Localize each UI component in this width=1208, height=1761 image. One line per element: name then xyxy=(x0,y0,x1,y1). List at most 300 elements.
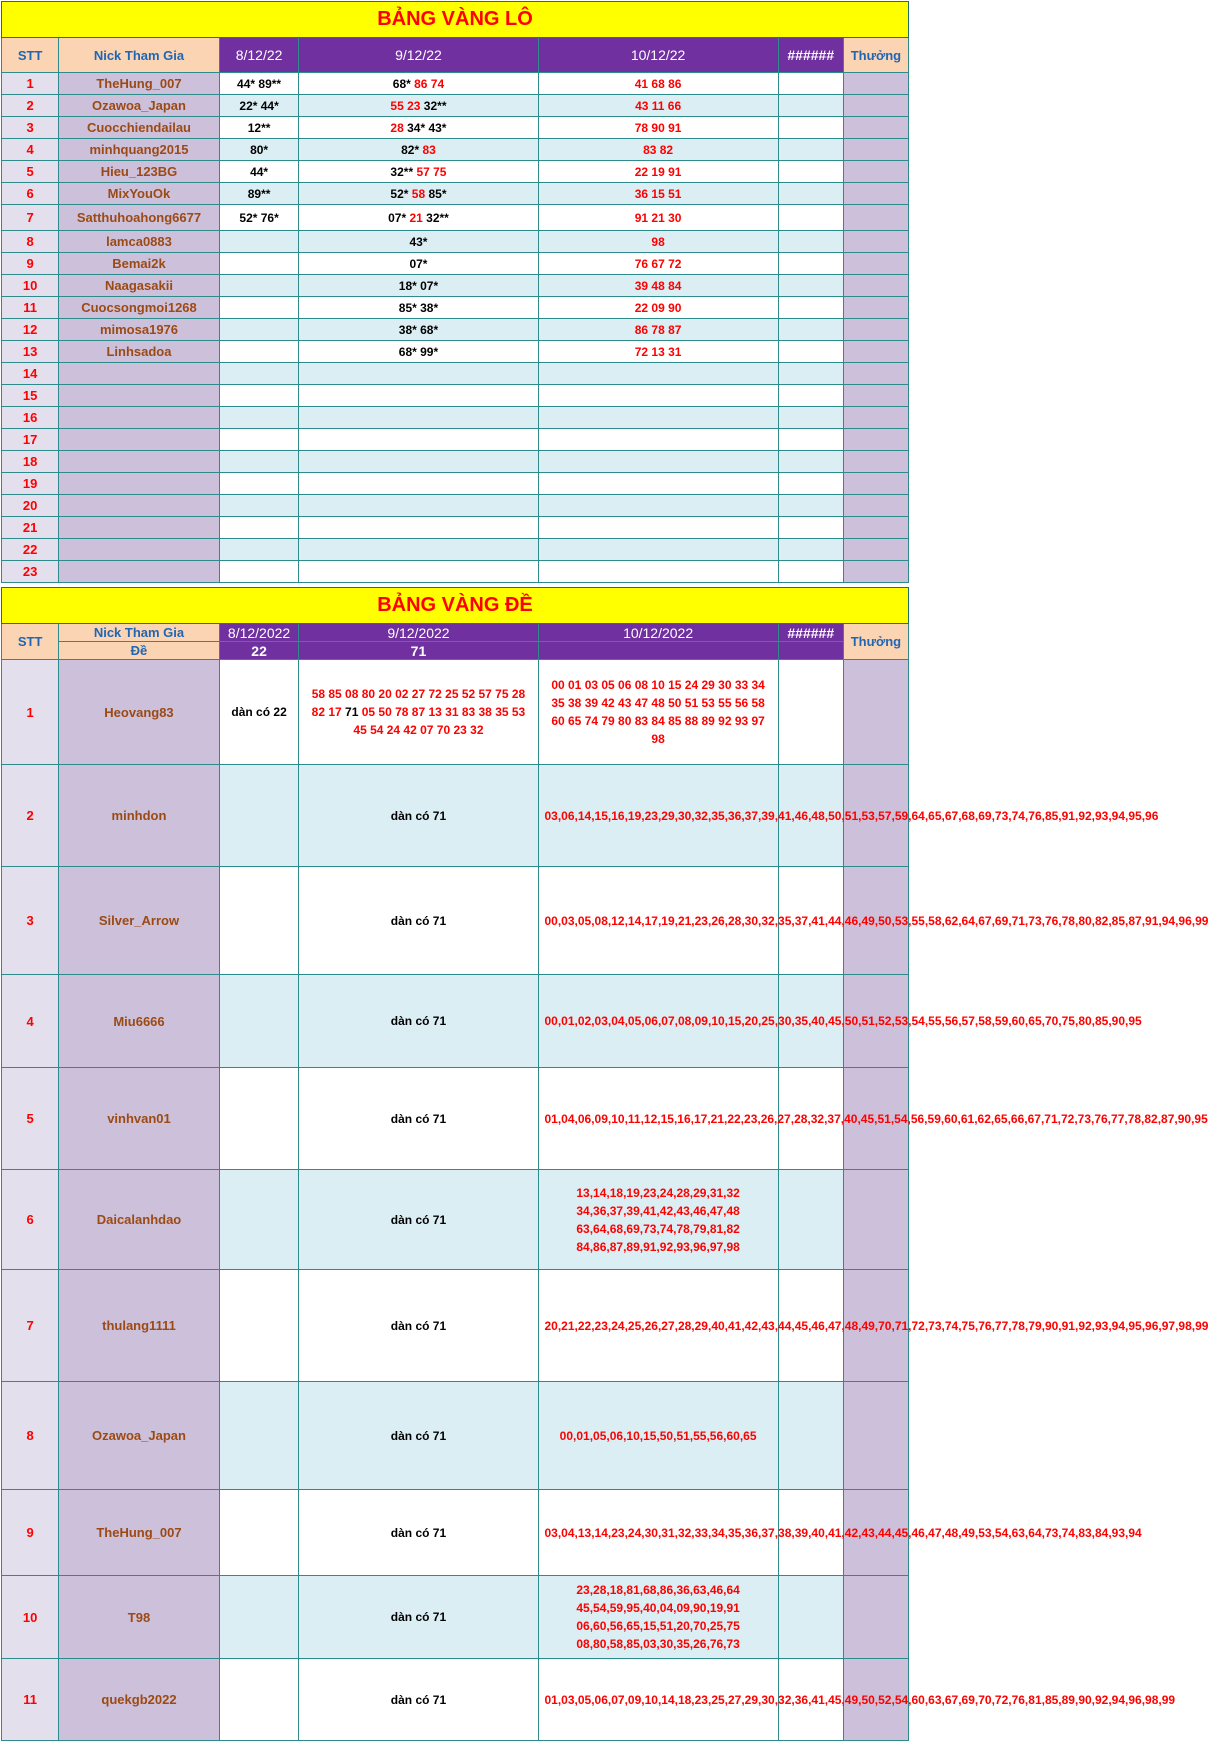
de-header-stt: STT xyxy=(2,624,59,660)
row-d3 xyxy=(538,1068,1208,1170)
row-d2 xyxy=(299,139,538,161)
cell-text: 43 11 66 xyxy=(635,98,682,113)
row-hash xyxy=(778,117,843,139)
row-thuong xyxy=(843,363,908,385)
row-hash xyxy=(778,231,843,253)
row-d1 xyxy=(219,1576,299,1659)
row-d2 xyxy=(299,561,538,583)
row-d1 xyxy=(219,765,299,867)
cell-text: 34* 43* xyxy=(407,120,447,135)
cell-text: 85* 38* xyxy=(398,300,439,315)
row-stt: 6 xyxy=(2,183,59,205)
row-d2 xyxy=(299,407,538,429)
row-d1 xyxy=(219,363,299,385)
row-nick: Cuocchiendailau xyxy=(59,117,220,139)
row-nick: Hieu_123BG xyxy=(59,161,220,183)
row-d3 xyxy=(538,161,778,183)
cell-text: 01,04,06,09,10,11,12,15,16,17,21,22,23,26,27,28,32,37,40,45,51,54,56,59,60,61,62,65,66,67,71,72,73,76,77,78,82,87,90,95 xyxy=(544,1111,1208,1126)
cell-text: 55 23 xyxy=(390,98,424,113)
row-d1 xyxy=(219,451,299,473)
row-stt: 4 xyxy=(2,975,59,1068)
row-d1 xyxy=(219,517,299,539)
table-row xyxy=(2,660,909,765)
row-nick: thulang1111 xyxy=(59,1270,220,1382)
row-stt: 5 xyxy=(2,161,59,183)
row-nick: MixYouOk xyxy=(59,183,220,205)
row-d2 xyxy=(299,495,538,517)
row-hash xyxy=(778,429,843,451)
cell-text: 58 xyxy=(411,186,429,201)
row-thuong xyxy=(843,561,908,583)
row-d1 xyxy=(219,253,299,275)
row-d1 xyxy=(219,1068,299,1170)
row-thuong xyxy=(843,139,908,161)
row-d3 xyxy=(538,95,778,117)
row-stt: 8 xyxy=(2,1382,59,1490)
row-d3 xyxy=(538,867,1208,975)
cell-text: 38* 68* xyxy=(398,322,439,337)
row-stt: 1 xyxy=(2,660,59,765)
row-d2 xyxy=(299,1170,538,1270)
row-hash xyxy=(778,1576,843,1659)
de-result-3 xyxy=(538,642,778,660)
table-row xyxy=(2,1270,909,1382)
row-d1 xyxy=(219,205,299,231)
row-thuong xyxy=(843,539,908,561)
row-stt: 10 xyxy=(2,275,59,297)
row-hash xyxy=(778,1170,843,1270)
row-d1 xyxy=(219,183,299,205)
row-nick: lamca0883 xyxy=(59,231,220,253)
row-d2 xyxy=(299,275,538,297)
table-row xyxy=(2,319,909,341)
cell-text: 07* xyxy=(409,256,428,271)
de-result-1: 22 xyxy=(219,642,299,660)
row-stt: 17 xyxy=(2,429,59,451)
row-hash xyxy=(778,139,843,161)
row-thuong xyxy=(843,275,908,297)
row-thuong xyxy=(843,429,908,451)
row-hash xyxy=(778,407,843,429)
row-d2 xyxy=(299,363,538,385)
row-d3 xyxy=(538,1490,1142,1576)
row-thuong xyxy=(843,231,908,253)
row-d1 xyxy=(219,297,299,319)
table-row xyxy=(2,867,909,975)
de-table xyxy=(1,587,1208,1741)
row-d3 xyxy=(538,1576,778,1659)
table-row xyxy=(2,1490,909,1576)
cell-text: 21 xyxy=(409,210,427,225)
table-row xyxy=(2,495,909,517)
row-nick: quekgb2022 xyxy=(59,1659,220,1741)
cell-text: 68* xyxy=(392,76,415,91)
table-row xyxy=(2,117,909,139)
table-row xyxy=(2,231,909,253)
cell-text: 03,06,14,15,16,19,23,29,30,32,35,36,37,39,41,46,48,50,51,53,57,59,64,65,67,68,69,73,74,76,85,91,92,93,94,95,96 xyxy=(544,808,1159,823)
de-result-hash xyxy=(778,642,843,660)
row-d1 xyxy=(219,1659,299,1741)
cell-text: 28 xyxy=(390,120,408,135)
row-d1 xyxy=(219,385,299,407)
row-d2 xyxy=(299,1270,538,1382)
cell-text: dàn có 71 xyxy=(390,1014,447,1028)
row-d2 xyxy=(299,451,538,473)
lo-header-date-2: 9/12/22 xyxy=(299,38,538,73)
cell-text: 44* xyxy=(250,164,269,179)
cell-text: 05 50 78 87 13 31 83 38 35 53 45 54 24 42 07 70 23 32 xyxy=(353,705,526,737)
row-stt: 18 xyxy=(2,451,59,473)
table-row xyxy=(2,517,909,539)
cell-text: dàn có 71 xyxy=(390,1111,447,1126)
table-row xyxy=(2,363,909,385)
table-row xyxy=(2,473,909,495)
row-d2 xyxy=(299,183,538,205)
row-thuong xyxy=(843,253,908,275)
row-stt: 4 xyxy=(2,139,59,161)
row-hash xyxy=(778,161,843,183)
cell-text: 22 19 91 xyxy=(634,164,682,179)
spreadsheet xyxy=(1,1,1208,1741)
row-nick: Ozawoa_Japan xyxy=(59,95,220,117)
row-d3 xyxy=(538,660,778,765)
table-row xyxy=(2,1170,909,1270)
row-d3 xyxy=(538,975,1142,1068)
cell-text: 98 xyxy=(651,234,665,249)
row-d1 xyxy=(219,660,299,765)
row-d2 xyxy=(299,539,538,561)
row-nick xyxy=(59,473,220,495)
row-stt: 14 xyxy=(2,363,59,385)
row-hash xyxy=(778,451,843,473)
row-hash xyxy=(778,73,843,95)
row-d1 xyxy=(219,561,299,583)
row-hash xyxy=(778,363,843,385)
row-d3 xyxy=(538,341,778,363)
table-row xyxy=(2,183,909,205)
cell-text: 32** xyxy=(423,98,447,113)
row-nick xyxy=(59,363,220,385)
row-d1 xyxy=(219,319,299,341)
row-stt: 19 xyxy=(2,473,59,495)
cell-text: 86 74 xyxy=(414,76,445,91)
row-d2 xyxy=(299,765,538,867)
cell-text: dàn có 71 xyxy=(390,1212,447,1227)
row-nick: Silver_Arrow xyxy=(59,867,220,975)
table-row xyxy=(2,429,909,451)
row-stt: 9 xyxy=(2,1490,59,1576)
row-d3 xyxy=(538,473,778,495)
table-row xyxy=(2,385,909,407)
row-d2 xyxy=(299,975,538,1068)
row-stt: 9 xyxy=(2,253,59,275)
row-d2 xyxy=(299,117,538,139)
table-row xyxy=(2,1382,909,1490)
row-d1 xyxy=(219,867,299,975)
row-nick: Heovang83 xyxy=(59,660,220,765)
row-stt: 12 xyxy=(2,319,59,341)
row-d1 xyxy=(219,1490,299,1576)
de-result-2: 71 xyxy=(299,642,538,660)
cell-text: 00,01,05,06,10,15,50,51,55,56,60,65 xyxy=(559,1428,757,1443)
cell-text: 20,21,22,23,24,25,26,27,28,29,40,41,42,43,44,45,46,47,48,49,70,71,72,73,74,75,76,77,78,79,90,91,92,93,94,95,96,97,98,99 xyxy=(544,1318,1208,1333)
de-header-date-3: 10/12/2022 xyxy=(538,624,778,642)
row-d3 xyxy=(538,117,778,139)
row-d2 xyxy=(299,319,538,341)
row-d2 xyxy=(299,205,538,231)
row-d2 xyxy=(299,660,538,765)
cell-text: 41 68 86 xyxy=(634,76,682,91)
table-row xyxy=(2,341,909,363)
row-d2 xyxy=(299,473,538,495)
row-d1 xyxy=(219,1270,299,1382)
lo-header-nick: Nick Tham Gia xyxy=(59,38,220,73)
row-nick: Naagasakii xyxy=(59,275,220,297)
row-nick: mimosa1976 xyxy=(59,319,220,341)
cell-text: 00,03,05,08,12,14,17,19,21,23,26,28,30,32,35,37,41,44,46,49,50,53,55,58,62,64,67,69,71,73,76,78,80,82,85,87,91,94,96,99 xyxy=(544,913,1208,928)
de-header-hash: ###### xyxy=(778,624,843,642)
row-d3 xyxy=(538,139,778,161)
row-nick xyxy=(59,517,220,539)
cell-text: 01,03,05,06,07,09,10,14,18,23,25,27,29,30,32,36,41,45,49,50,52,54,60,63,67,69,70,72,76,81,85,89,90,92,94,96,98,99 xyxy=(544,1692,1176,1707)
row-d3 xyxy=(538,517,778,539)
row-d2 xyxy=(299,253,538,275)
row-d2 xyxy=(299,1382,538,1490)
row-d2 xyxy=(299,1068,538,1170)
cell-text: 32** xyxy=(426,210,449,225)
cell-text: dàn có 71 xyxy=(390,1428,447,1443)
cell-text: 85* xyxy=(428,186,447,201)
row-stt: 1 xyxy=(2,73,59,95)
row-stt: 2 xyxy=(2,765,59,867)
row-d1 xyxy=(219,161,299,183)
row-thuong xyxy=(843,1382,908,1490)
row-d3 xyxy=(538,1170,778,1270)
row-stt: 8 xyxy=(2,231,59,253)
row-nick: Ozawoa_Japan xyxy=(59,1382,220,1490)
cell-text: 07* xyxy=(388,210,410,225)
row-thuong xyxy=(843,341,908,363)
cell-text: 52* xyxy=(390,186,412,201)
row-hash xyxy=(778,95,843,117)
row-stt: 20 xyxy=(2,495,59,517)
cell-text: 00 01 03 05 06 08 10 15 24 29 30 33 34 35 38 39 42 43 47 48 50 51 53 55 56 58 60 65 74 79 80 83 84 85 88 89 92 93 97 98 xyxy=(551,678,765,746)
table-row xyxy=(2,561,909,583)
row-nick: TheHung_007 xyxy=(59,1490,220,1576)
row-d2 xyxy=(299,95,538,117)
lo-title: BẢNG VÀNG LÔ xyxy=(2,2,909,38)
cell-text: 18* 07* xyxy=(398,278,439,293)
row-d3 xyxy=(538,765,1159,867)
row-nick xyxy=(59,495,220,517)
lo-table xyxy=(1,1,909,583)
row-thuong xyxy=(843,473,908,495)
row-nick xyxy=(59,407,220,429)
cell-text: dàn có 71 xyxy=(390,1318,447,1333)
cell-text: dàn có 22 xyxy=(231,705,287,719)
cell-text: 80* xyxy=(250,142,269,157)
row-d3 xyxy=(538,275,778,297)
cell-text: 44* 89** xyxy=(237,76,282,91)
row-d3 xyxy=(538,1270,1208,1382)
cell-text: 83 xyxy=(422,142,436,157)
table-row xyxy=(2,73,909,95)
row-nick: T98 xyxy=(59,1576,220,1659)
table-row xyxy=(2,139,909,161)
row-d1 xyxy=(219,473,299,495)
row-stt: 23 xyxy=(2,561,59,583)
table-row xyxy=(2,975,909,1068)
row-d3 xyxy=(538,205,778,231)
table-row xyxy=(2,407,909,429)
row-hash xyxy=(778,1382,843,1490)
lo-header-date-1: 8/12/22 xyxy=(219,38,299,73)
cell-text: dàn có 71 xyxy=(390,1525,447,1540)
row-stt: 3 xyxy=(2,117,59,139)
row-nick: Miu6666 xyxy=(59,975,220,1068)
cell-text: 03,04,13,14,23,24,30,31,32,33,34,35,36,37,38,39,40,41,42,43,44,45,46,47,48,49,53,54,63,64,73,74,83,84,93,94 xyxy=(544,1525,1142,1540)
table-row xyxy=(2,95,909,117)
cell-text: dàn có 71 xyxy=(390,1692,447,1707)
row-d1 xyxy=(219,429,299,451)
cell-text: 86 78 87 xyxy=(634,322,682,337)
row-stt: 7 xyxy=(2,1270,59,1382)
cell-text: dàn có 71 xyxy=(390,913,447,928)
row-d2 xyxy=(299,73,538,95)
row-d1 xyxy=(219,275,299,297)
row-stt: 5 xyxy=(2,1068,59,1170)
cell-text: 39 48 84 xyxy=(634,278,682,293)
row-thuong xyxy=(843,660,908,765)
row-nick: Cuocsongmoi1268 xyxy=(59,297,220,319)
row-d3 xyxy=(538,1382,778,1490)
cell-text: dàn có 71 xyxy=(390,808,447,823)
row-thuong xyxy=(843,95,908,117)
table-row xyxy=(2,161,909,183)
cell-text: 58 85 08 80 20 02 27 72 25 52 57 75 28 82 17 xyxy=(311,687,526,719)
cell-text: 68* 99* xyxy=(398,344,439,359)
table-row xyxy=(2,1576,909,1659)
row-d3 xyxy=(538,231,778,253)
cell-text: 23,28,18,81,68,86,36,63,46,64 45,54,59,95,40,04,09,90,19,91 06,60,56,65,15,51,20,70,25,75 08,80,58,85,03,30,35,26,76,73 xyxy=(576,1583,740,1651)
row-d3 xyxy=(538,319,778,341)
table-row xyxy=(2,253,909,275)
cell-text: 57 75 xyxy=(416,164,447,179)
row-thuong xyxy=(843,183,908,205)
row-d3 xyxy=(538,539,778,561)
row-stt: 13 xyxy=(2,341,59,363)
row-nick: Linhsadoa xyxy=(59,341,220,363)
row-d2 xyxy=(299,231,538,253)
row-stt: 11 xyxy=(2,1659,59,1741)
row-stt: 6 xyxy=(2,1170,59,1270)
cell-text: 22 09 90 xyxy=(634,300,682,315)
row-nick xyxy=(59,451,220,473)
row-hash xyxy=(778,183,843,205)
cell-text: 12** xyxy=(247,120,271,135)
cell-text: dàn có 71 xyxy=(390,1610,447,1624)
cell-text: 76 67 72 xyxy=(634,256,682,271)
cell-text: 83 82 xyxy=(643,142,674,157)
table-row xyxy=(2,1068,909,1170)
lo-header-thuong: Thưởng xyxy=(843,38,908,73)
row-nick: minhquang2015 xyxy=(59,139,220,161)
row-d2 xyxy=(299,1659,538,1741)
row-nick xyxy=(59,385,220,407)
de-title: BẢNG VÀNG ĐỀ xyxy=(2,588,909,624)
row-nick: minhdon xyxy=(59,765,220,867)
row-hash xyxy=(778,341,843,363)
table-row xyxy=(2,451,909,473)
row-thuong xyxy=(843,319,908,341)
row-nick: Bemai2k xyxy=(59,253,220,275)
table-row xyxy=(2,205,909,231)
row-hash xyxy=(778,275,843,297)
de-header-date-2: 9/12/2022 xyxy=(299,624,538,642)
row-d2 xyxy=(299,517,538,539)
cell-text: 91 21 30 xyxy=(634,210,682,225)
lo-header-stt: STT xyxy=(2,38,59,73)
row-d3 xyxy=(538,183,778,205)
row-nick: TheHung_007 xyxy=(59,73,220,95)
row-nick: vinhvan01 xyxy=(59,1068,220,1170)
row-d2 xyxy=(299,867,538,975)
row-d3 xyxy=(538,363,778,385)
cell-text: 22* 44* xyxy=(239,98,279,113)
row-thuong xyxy=(843,517,908,539)
lo-header-date-3: 10/12/22 xyxy=(538,38,778,73)
row-d3 xyxy=(538,407,778,429)
row-stt: 11 xyxy=(2,297,59,319)
row-d1 xyxy=(219,1170,299,1270)
row-d1 xyxy=(219,117,299,139)
row-d1 xyxy=(219,231,299,253)
row-stt: 15 xyxy=(2,385,59,407)
row-hash xyxy=(778,660,843,765)
row-d1 xyxy=(219,495,299,517)
cell-text: 32** xyxy=(390,164,417,179)
row-d1 xyxy=(219,139,299,161)
row-d1 xyxy=(219,95,299,117)
row-d2 xyxy=(299,297,538,319)
table-row xyxy=(2,297,909,319)
row-hash xyxy=(778,205,843,231)
table-row xyxy=(2,765,909,867)
row-nick xyxy=(59,429,220,451)
cell-text: 13,14,18,19,23,24,28,29,31,32 34,36,37,39,41,42,43,46,47,48 63,64,68,69,73,74,78,79,81,82 84,86,87,89,91,92,93,96,97,98 xyxy=(576,1185,740,1254)
row-thuong xyxy=(843,117,908,139)
row-d2 xyxy=(299,341,538,363)
row-d2 xyxy=(299,429,538,451)
row-thuong xyxy=(843,297,908,319)
de-header-nick: Nick Tham Gia xyxy=(59,624,220,642)
row-d3 xyxy=(538,451,778,473)
row-thuong xyxy=(843,495,908,517)
cell-text: 71 xyxy=(345,705,359,719)
row-nick xyxy=(59,539,220,561)
row-hash xyxy=(778,517,843,539)
row-stt: 21 xyxy=(2,517,59,539)
row-hash xyxy=(778,253,843,275)
row-stt: 22 xyxy=(2,539,59,561)
de-header-date-1: 8/12/2022 xyxy=(219,624,299,642)
row-nick: Daicalanhdao xyxy=(59,1170,220,1270)
row-d1 xyxy=(219,407,299,429)
row-hash xyxy=(778,561,843,583)
row-thuong xyxy=(843,451,908,473)
row-nick: Satthuhoahong6677 xyxy=(59,205,220,231)
cell-text: 78 90 91 xyxy=(634,120,682,135)
